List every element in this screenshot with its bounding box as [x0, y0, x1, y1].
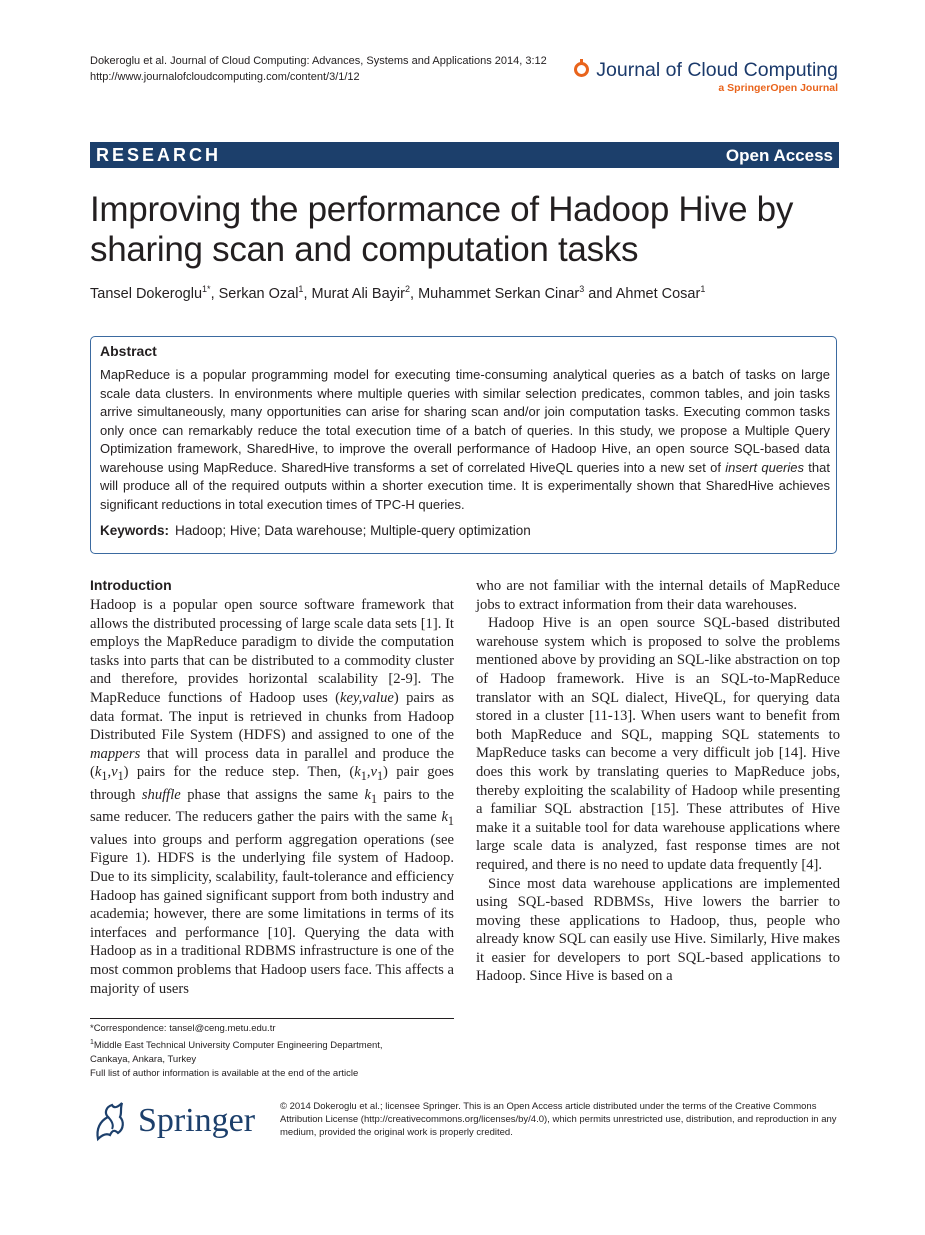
body-column-right — [476, 577, 840, 986]
author-affiliation: 3 — [579, 284, 585, 294]
publisher-name: Springer — [138, 1102, 256, 1139]
citation-header — [90, 53, 547, 85]
section-banner — [90, 142, 839, 168]
author-name: Tansel Dokeroglu — [90, 285, 203, 302]
paragraph: Hadoop Hive is an open source SQL-based distributed warehouse system which is proposed to solve the problems mentioned above by providing an SQL-like abstraction on top of Hadoop framework. Hive is an SQL-to-MapReduce translator with an SQL dialect, HiveQL, for querying data stored in a cluster [11-13]. When users want to benefit from both MapReduce and SQL, mapping SQL statements to MapReduce tasks can become a very difficult job [14]. Hive does this work by translating queries to MapReduce jobs, thereby exploiting the scalability of Hadoop while presenting a familiar SQL abstraction [15]. These attributes of Hive make it a suitable tool for data warehouse applications where large scale data is analyzed, fast response times are not required, and there is no need to update data frequently [4]. — [476, 615, 840, 873]
author-affiliation: 1 — [298, 284, 304, 294]
author-affiliation: 2 — [404, 284, 410, 294]
affiliation: $^1$Middle East Technical University Computer Engineering Department, — [90, 1039, 383, 1052]
citation-line: Dokeroglu et al. Journal of Cloud Computing: Advances, Systems and Applications 2014, 3:12 — [90, 55, 547, 67]
section-label: RESEARCH — [96, 145, 222, 165]
footnotes — [90, 1022, 454, 1081]
power-icon — [574, 62, 589, 77]
author-name: Murat Ali Bayir — [311, 285, 405, 302]
keywords — [100, 523, 531, 538]
paragraph: who are not familiar with the internal details of MapReduce jobs to extract information from their data warehouses. — [476, 578, 840, 613]
author-name: Ahmet Cosar — [615, 285, 701, 302]
journal-name: Journal of Cloud Computing — [596, 59, 838, 81]
journal-subtitle: a SpringerOpen Journal — [718, 82, 838, 94]
author-name: Muhammet Serkan Cinar — [418, 285, 580, 302]
author-name: Serkan Ozal — [218, 285, 299, 302]
keywords-list: Hadoop; Hive; Data warehouse; Multiple-query optimization — [175, 523, 531, 538]
author-info-note: Full list of author information is available at the end of the article — [90, 1068, 359, 1080]
abstract-text: MapReduce is a popular programming model for executing time-consuming analytical queries as a batch of tasks on large scale data clusters. In environments where multiple queries with similar selection predicates, common tables, and join tasks arrive simultaneously, many opportunities can arise for sharing scan and/or join computation tasks. Executing common tasks only once can remarkably reduce the total execution time of a batch of queries. In this study, we propose a Multiple Query Optimization framework, SharedHive, to improve the overall performance of Hadoop Hive, an open source SQL-based data warehouse using MapReduce. SharedHive transforms a set of correlated HiveQL queries into a new set of insert queries that will produce all of the required outputs within a shorter execution time. It is experimentally shown that SharedHive achieves significant reductions in total execution times of TPC-H queries. — [100, 367, 830, 512]
body-column-left — [90, 596, 454, 998]
section-heading: Introduction — [90, 577, 172, 593]
springer-logo — [90, 1096, 255, 1146]
footnote-divider — [90, 1018, 454, 1019]
paragraph: Since most data warehouse applications are implemented using SQL-based RDBMSs, Hive lowers the barrier to moving these applications to Hadoop, thus, people who already know SQL can easily use Hive. Similarly, Hive makes it easier for developers to port SQL-based applications to Hadoop. Since Hive is based on a — [476, 875, 840, 985]
article-title: Improving the performance of Hadoop Hive by sharing scan and computation tasks — [90, 190, 794, 269]
correspondence: *Correspondence: tansel@ceng.metu.edu.tr — [90, 1023, 276, 1034]
affiliation-location: Cankaya, Ankara, Turkey — [90, 1054, 197, 1066]
author-affiliation: 1 — [700, 284, 706, 294]
article-url[interactable]: http://www.journalofcloudcomputing.com/content/3/1/12 — [90, 71, 360, 83]
journal-logo — [574, 58, 838, 94]
open-access-label: Open Access — [725, 146, 833, 165]
author-list: Tansel Dokeroglu$^{1*}$, Serkan Ozal$^1$, Murat Ali Bayir$^2$, Muhammet Serkan Cinar$^3$ and Ahmet Cosar$^1$ — [90, 284, 706, 302]
keywords-label: Keywords: — [100, 523, 170, 538]
license-text: © 2014 Dokeroglu et al.; licensee Springer. This is an Open Access article distributed under the terms of the Creative Commons Attribution License (http://creativecommons.org/licenses/by/4.0), which permits unrestricted use, distribution, and reproduction in any medium, provided the original work is properly credited. — [280, 1101, 837, 1138]
abstract-heading: Abstract — [100, 343, 157, 359]
paragraph: Hadoop is a popular open source software framework that allows the distributed processing of large scale data sets [1]. It employs the MapReduce paradigm to divide the computation tasks into parts that can be distributed to a commodity cluster and therefore, provides horizontal scalability [2-9]. The MapReduce functions of Hadoop uses (key,value) pairs as data format. The input is retrieved in chunks from Hadoop Distributed File System (HDFS) and assigned to one of the mappers that will process data in parallel and produce the $(k_1,v_1)$ pairs for the reduce step. Then, $(k_1,v_1)$ pair goes through shuffle phase that assigns the same $k_1$ pairs to the same reducer. The reducers gather the pairs with the same $k_1$ values into groups and perform aggregation operations (see Figure 1). HDFS is the underlying file system of Hadoop. Due to its simplicity, scalability, fault-tolerance and efficiency Hadoop has gained significant support from both industry and academia; however, there are some limitations in terms of its interfaces and performance [10]. Querying the data with Hadoop as in a traditional RDBMS infrastructure is one of the most common problems that Hadoop users face. This affects a majority of users — [90, 597, 455, 997]
author-affiliation: 1* — [202, 284, 211, 294]
springer-horse-icon — [90, 1099, 130, 1143]
